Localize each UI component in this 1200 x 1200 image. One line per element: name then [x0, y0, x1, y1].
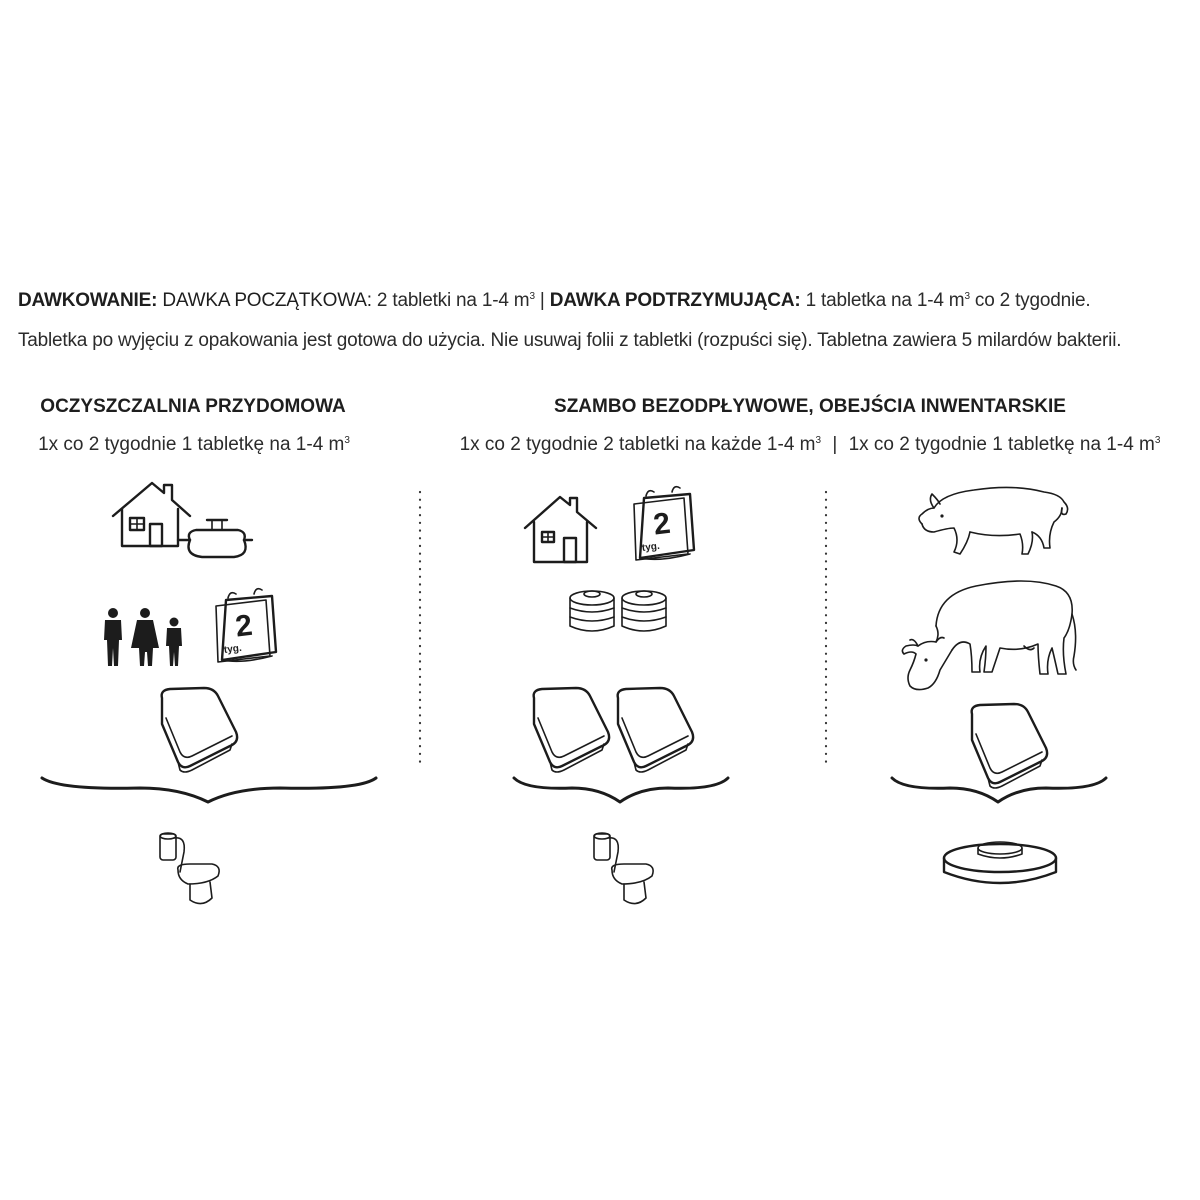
section-right-sup-a: 3: [815, 435, 822, 446]
pig-icon: [914, 478, 1074, 558]
house-icon: [522, 494, 602, 564]
initial-dose-text: 2 tabletki na 1-4 m: [376, 290, 530, 311]
brace-icon: [890, 776, 1110, 806]
initial-dose-label: DAWKA POCZĄTKOWA:: [162, 290, 372, 311]
section-left-subtitle-text: 1x co 2 tygodnie 1 tabletkę na 1-4 m: [38, 434, 345, 455]
toilet-icon: [584, 828, 664, 908]
section-right-subtitle-b: 1x co 2 tygodnie 1 tabletkę na 1-4 m: [848, 434, 1155, 455]
calendar-icon: [630, 488, 700, 564]
dish-icon: [942, 834, 1062, 894]
maintenance-dose-label: DAWKA PODTRZYMUJĄCA:: [549, 290, 801, 311]
tablet-icon: [606, 684, 696, 774]
calendar-icon: [212, 590, 282, 666]
maintenance-dose-text-a: 1 tabletka na 1-4 m: [805, 290, 965, 311]
family-icon: [100, 608, 190, 668]
section-right-heading: SZAMBO BEZODPŁYWOWE, OBEJŚCIA INWENTARSKIE: [554, 396, 1066, 417]
calendar-number: 2: [651, 506, 673, 542]
initial-dose-sup: 3: [529, 291, 535, 302]
cow-icon: [896, 574, 1086, 704]
tablet-pair-icon: [566, 584, 676, 644]
section-right-subtitle-a: 1x co 2 tygodnie 2 tabletki na każde 1-4 m: [459, 434, 816, 455]
section-right-sup-b: 3: [1154, 435, 1161, 446]
maintenance-dose-sup: 3: [964, 291, 970, 302]
dosage-note: Tabletka po wyjęciu z opakowania jest gotowa do użycia. Nie usuwaj folii z tabletki (rozpuści się). Tabletna zawiera 5 milardów bakterii.: [18, 330, 1122, 351]
maintenance-dose-text-b: co 2 tygodnie.: [974, 290, 1091, 311]
section-right-divider: |: [832, 434, 838, 455]
calendar-unit: tyg.: [641, 540, 661, 554]
section-left-sup: 3: [344, 435, 350, 446]
brace-icon: [512, 776, 732, 806]
section-left-heading: OCZYSZCZALNIA PRZYDOMOWA: [40, 396, 346, 417]
calendar-unit: tyg.: [223, 642, 243, 656]
dosage-label: DAWKOWANIE:: [18, 290, 158, 311]
brace-icon: [40, 776, 380, 806]
tablet-icon: [522, 684, 612, 774]
house-septic-icon: [110, 480, 260, 560]
dosage-divider: |: [539, 290, 545, 311]
calendar-number: 2: [233, 608, 255, 644]
toilet-icon: [150, 828, 230, 908]
tablet-icon: [150, 684, 240, 774]
